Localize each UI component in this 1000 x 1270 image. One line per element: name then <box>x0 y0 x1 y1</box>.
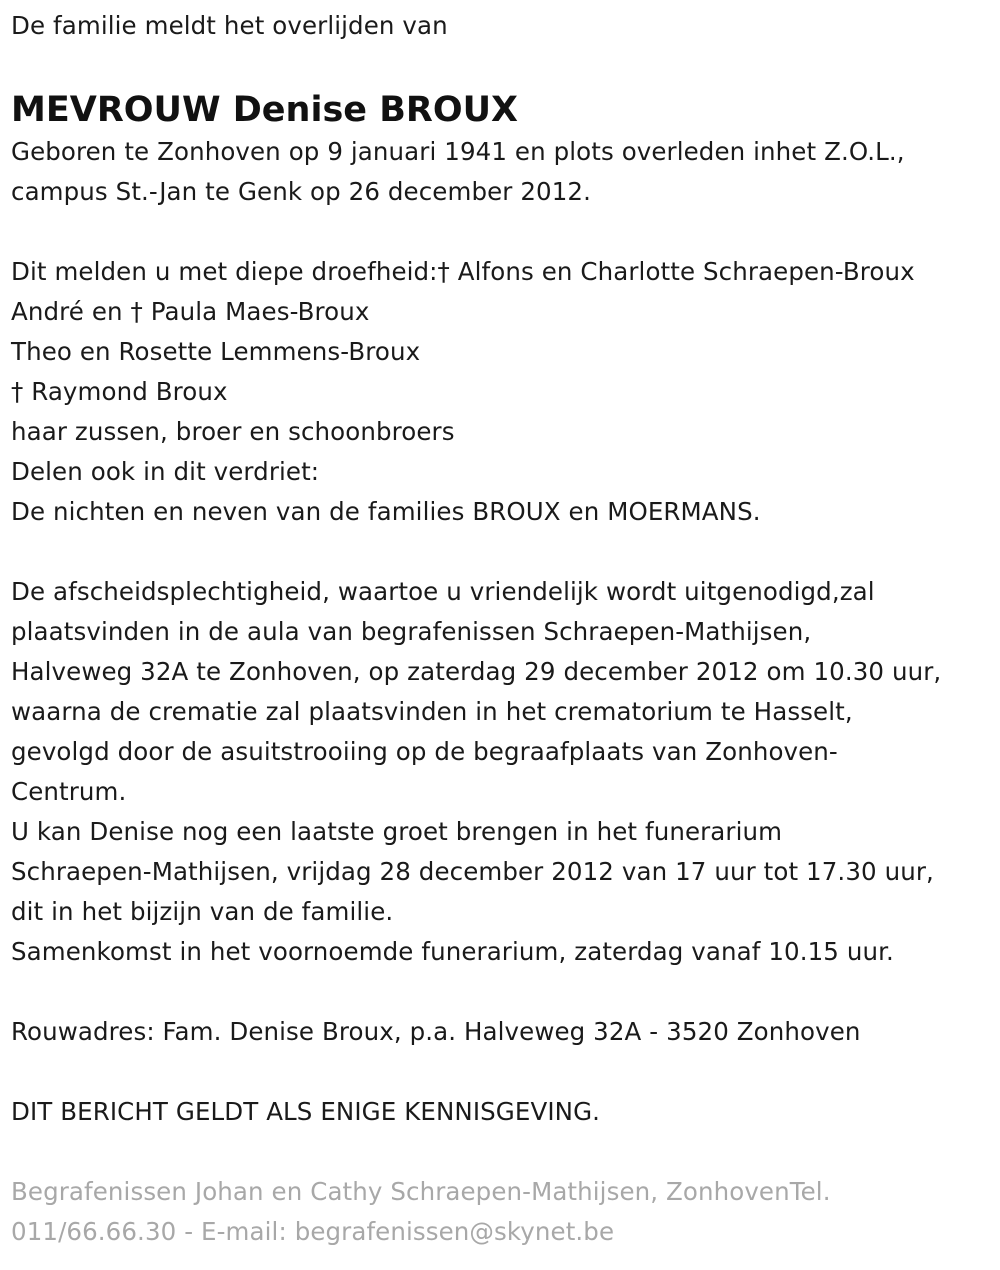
footer-line: Begrafenissen Johan en Cathy Schraepen-Mathijsen, ZonhovenTel. <box>11 1177 831 1206</box>
funeral-home-footer <box>11 1172 996 1252</box>
spacer <box>11 1132 996 1172</box>
ceremony-line: dit in het bijzijn van de familie. <box>11 897 394 926</box>
death-notice <box>11 6 996 1252</box>
ceremony-line: waarna de crematie zal plaatsvinden in het crematorium te Hasselt, <box>11 697 853 726</box>
ceremony-section <box>11 572 996 972</box>
intro-text: De familie meldt het overlijden van <box>11 11 448 40</box>
family-section <box>11 252 996 532</box>
ceremony-line: Centrum. <box>11 777 127 806</box>
birth-death-details <box>11 132 996 212</box>
ceremony-line: Schraepen-Mathijsen, vrijdag 28 december 2012 van 17 uur tot 17.30 uur, <box>11 857 934 886</box>
spacer <box>11 1052 996 1092</box>
family-line: Dit melden u met diepe droefheid:† Alfons en Charlotte Schraepen-Broux <box>11 257 915 286</box>
birth-line: Geboren te Zonhoven op 9 januari 1941 en plots overleden inhet Z.O.L., <box>11 137 905 166</box>
family-line: De nichten en neven van de families BROUX en MOERMANS. <box>11 497 761 526</box>
ceremony-line: gevolgd door de asuitstrooiing op de begraafplaats van Zonhoven- <box>11 737 838 766</box>
family-line: † Raymond Broux <box>11 377 228 406</box>
ceremony-line: De afscheidsplechtigheid, waartoe u vriendelijk wordt uitgenodigd,zal <box>11 577 875 606</box>
ceremony-line: Samenkomst in het voornoemde funerarium, zaterdag vanaf 10.15 uur. <box>11 937 894 966</box>
spacer <box>11 532 996 572</box>
family-line: haar zussen, broer en schoonbroers <box>11 417 455 446</box>
ceremony-line: U kan Denise nog een laatste groet brengen in het funerarium <box>11 817 783 846</box>
spacer <box>11 972 996 1012</box>
deceased-name-title: MEVROUW Denise BROUX <box>11 90 518 130</box>
family-line: Delen ook in dit verdriet: <box>11 457 320 486</box>
footer-line: 011/66.66.30 - E-mail: begrafenissen@skynet.be <box>11 1217 615 1246</box>
birth-line: campus St.-Jan te Genk op 26 december 2012. <box>11 177 591 206</box>
family-line: Theo en Rosette Lemmens-Broux <box>11 337 421 366</box>
notice-statement: DIT BERICHT GELDT ALS ENIGE KENNISGEVING. <box>11 1097 601 1126</box>
ceremony-line: Halveweg 32A te Zonhoven, op zaterdag 29 december 2012 om 10.30 uur, <box>11 657 942 686</box>
family-line: André en † Paula Maes-Broux <box>11 297 370 326</box>
mourning-address: Rouwadres: Fam. Denise Broux, p.a. Halveweg 32A - 3520 Zonhoven <box>11 1017 861 1046</box>
ceremony-line: plaatsvinden in de aula van begrafenissen Schraepen-Mathijsen, <box>11 617 812 646</box>
spacer <box>11 212 996 252</box>
